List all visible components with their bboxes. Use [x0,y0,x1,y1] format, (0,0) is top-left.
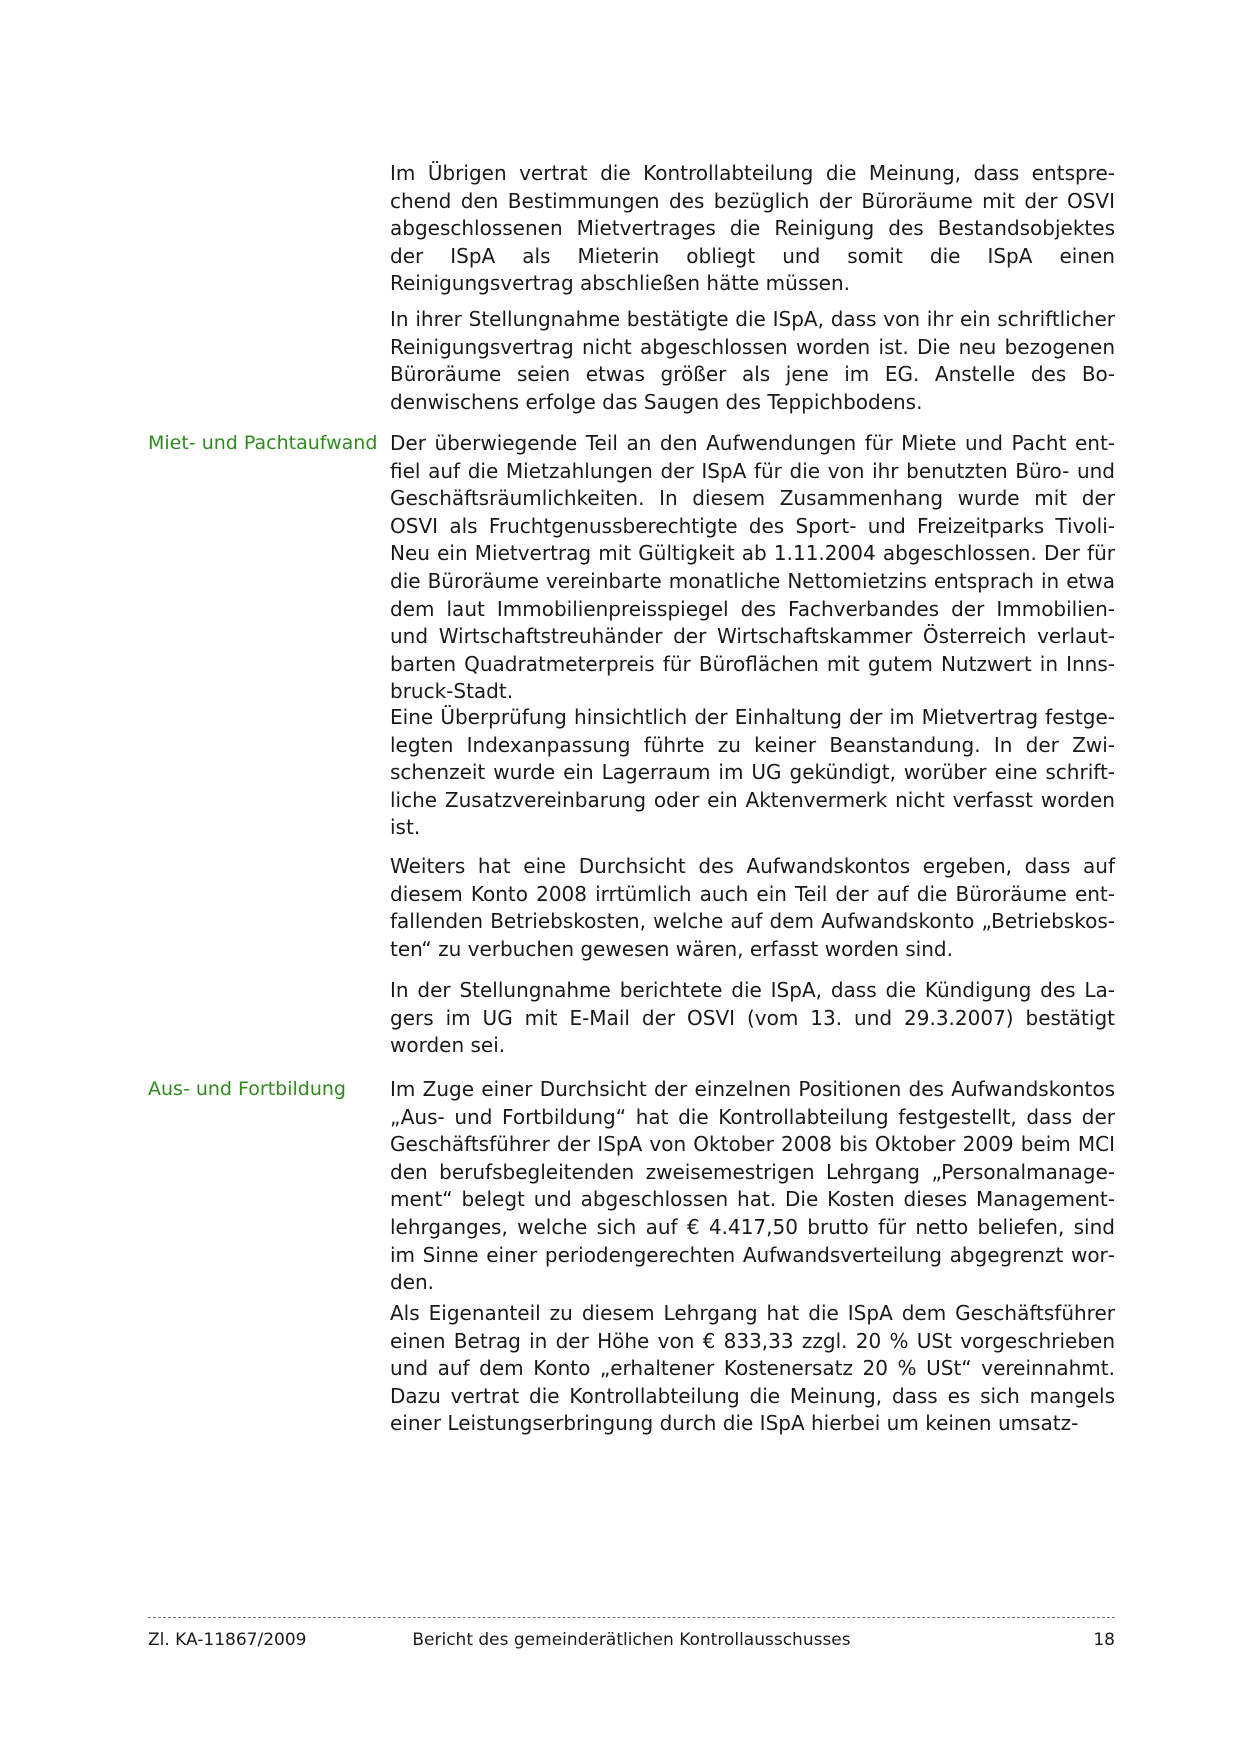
footer-reference: Zl. KA-11867/2009 [148,1630,307,1650]
footer-title: Bericht des gemeinderätlichen Kontrollausschusses [412,1630,851,1650]
paragraph-betriebskosten: Weiters hat eine Durchsicht des Aufwandskontos ergeben, dass auf diesem Konto 2008 irrtümlich auch ein Teil der auf die Büroräume entfallenden Betriebskosten, welche auf dem Aufwandskonto „Betriebskosten“ zu verbuchen gewesen wären, erfasst worden sind. [390,854,1115,961]
paragraph-eigenanteil: Als Eigenanteil zu diesem Lehrgang hat die ISpA dem Geschäftsführer einen Betrag in der Höhe von € 833,33 zzgl. 20 % USt vorgeschrieben und auf dem Konto „erhaltener Kostenersatz 20 % USt“ vereinnahmt. Dazu vertrat die Kontrollabteilung die Meinung, dass es sich mangels einer Leistungserbringung durch die ISpA hierbei um keinen umsatz- [390,1301,1115,1436]
margin-note-aus-fortbildung: Aus- und Fortbildung [148,1078,346,1100]
paragraph-reinigung-meinung: Im Übrigen vertrat die Kontrollabteilung die Meinung, dass entsprechend den Bestimmungen des bezüglich der Büroräume mit der OSVI abgeschlossenen Mietvertrages die Reinigung des Bestandsobjektes der ISpA als Mieterin obliegt und somit die ISpA einen Reinigungsvertrag abschließen hätte müssen. [390,161,1115,296]
paragraph-mietvertrag: Der überwiegende Teil an den Aufwendungen für Miete und Pacht entfiel auf die Mietzahlungen der ISpA für die von ihr benutzten Büro- und Geschäftsräumlichkeiten. In diesem Zusammenhang wurde mit der OSVI als Fruchtgenussberechtigte des Sport- und Freizeitparks Tivoli-Neu ein Mietvertrag mit Gültigkeit ab 1.11.2004 abgeschlossen. Der für die Büroräume vereinbarte monatliche Nettomietzins entsprach in etwa dem laut Immobilienpreisspiegel des Fachverbandes der Immobilien- und Wirtschaftstreuhänder der Wirtschaftskammer Österreich verlautbarten Quadratmeterpreis für Büroflächen mit gutem Nutzwert in Innsbruck-Stadt. [390,431,1115,704]
paragraph-reinigung-stellungnahme: In ihrer Stellungnahme bestätigte die ISpA, dass von ihr ein schriftlicher Reinigungsvertrag nicht abgeschlossen worden ist. Die neu bezogenen Büroräume seien etwas größer als jene im EG. Anstelle des Bodenwischens erfolge das Saugen des Teppichbodens. [390,307,1115,414]
page-footer [148,1627,1115,1653]
paragraph-lehrgang: Im Zuge einer Durchsicht der einzelnen Positionen des Aufwandskontos „Aus- und Fortbildung“ hat die Kontrollabteilung festgestellt, dass der Geschäftsführer der ISpA von Oktober 2008 bis Oktober 2009 beim MCI den berufsbegleitenden zweisemestrigen Lehrgang „Personalmanagement“ belegt und abgeschlossen hat. Die Kosten dieses Managementlehrganges, welche sich auf € 4.417,50 brutto für netto beliefen, sind im Sinne einer periodengerechten Aufwandsverteilung abgegrenzt worden. [390,1077,1115,1295]
footer-page-number: 18 [1093,1630,1115,1650]
margin-note-miet-pachtaufwand: Miet- und Pachtaufwand [148,432,378,454]
footer-divider [148,1617,1115,1618]
paragraph-kuendigung-lager: In der Stellungnahme berichtete die ISpA, dass die Kündigung des Lagers im UG mit E-Mail der OSVI (vom 13. und 29.3.2007) bestätigt worden sei. [390,978,1115,1058]
paragraph-indexanpassung: Eine Überprüfung hinsichtlich der Einhaltung der im Mietvertrag festgelegten Indexanpassung führte zu keiner Beanstandung. In der Zwischenzeit wurde ein Lagerraum im UG gekündigt, worüber eine schriftliche Zusatzvereinbarung oder ein Aktenvermerk nicht verfasst worden ist. [390,705,1115,840]
